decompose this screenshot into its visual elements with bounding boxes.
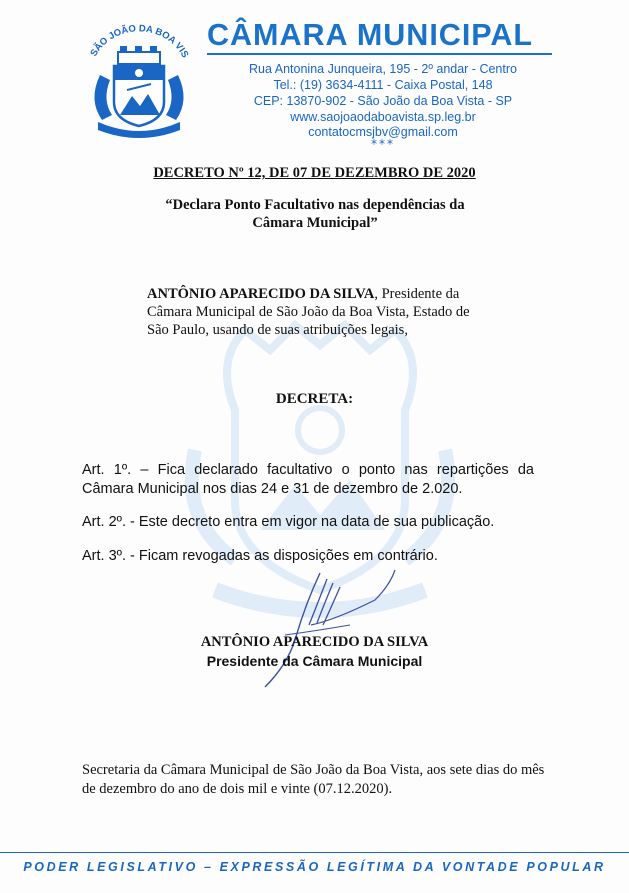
decree-ementa: “Declara Ponto Facultativo nas dependências da Câmara Municipal” xyxy=(165,197,465,231)
article-2: Art. 2º. - Este decreto entra em vigor na data de sua publicação. xyxy=(82,514,495,530)
signatory-name: ANTÔNIO APARECIDO DA SILVA xyxy=(200,634,429,650)
preamble-name: ANTÔNIO APARECIDO DA SILVA xyxy=(147,286,375,302)
signatory-role: Presidente da Câmara Municipal xyxy=(206,653,423,669)
title-underline xyxy=(207,53,552,55)
email-link[interactable]: contatocmsjbv@gmail.com xyxy=(308,125,458,139)
website-link[interactable]: www.saojoaodaboavista.sp.leg.br xyxy=(290,110,476,124)
phone-line: Tel.: (19) 3634-4111 - Caixa Postal, 148 xyxy=(273,78,493,92)
decree-preamble xyxy=(147,285,492,339)
svg-text:SÃO JOÃO DA BOA VISTA: SÃO JOÃO DA BOA VIS xyxy=(88,23,191,60)
decree-title: DECRETO Nº 12, DE 07 DE DEZEMBRO DE 2020 xyxy=(153,165,476,181)
handwritten-signature xyxy=(225,565,405,695)
footer-divider xyxy=(0,852,629,853)
article-3: Art. 3º. - Ficam revogadas as disposições em contrário. xyxy=(82,548,438,564)
address-line: Rua Antonina Junqueira, 195 - 2º andar - Centro xyxy=(249,62,517,76)
coat-of-arms-logo xyxy=(80,20,198,138)
decorative-stars: *** xyxy=(371,137,395,151)
closing-paragraph: Secretaria da Câmara Municipal de São João da Boa Vista, aos sete dias do mês de dezembro do ano de dois mil e vinte (07.12.2020). xyxy=(82,762,545,797)
decreta-heading: DECRETA: xyxy=(275,391,354,407)
footer-motto: PODER LEGISLATIVO – EXPRESSÃO LEGÍTIMA DA VONTADE POPULAR xyxy=(23,860,606,874)
preamble-text: , Presidente da Câmara Municipal de São João da Boa Vista, Estado de São Paulo, usando de suas atribuições legais, xyxy=(147,286,470,338)
article-1: Art. 1º. – Fica declarado facultativo o ponto nas repartições da Câmara Municipal nos dias 24 e 31 de dezembro de 2.020. xyxy=(82,462,534,497)
cep-line: CEP: 13870-902 - São João da Boa Vista - SP xyxy=(253,94,513,108)
institution-title: CÂMARA MUNICIPAL xyxy=(207,18,534,52)
